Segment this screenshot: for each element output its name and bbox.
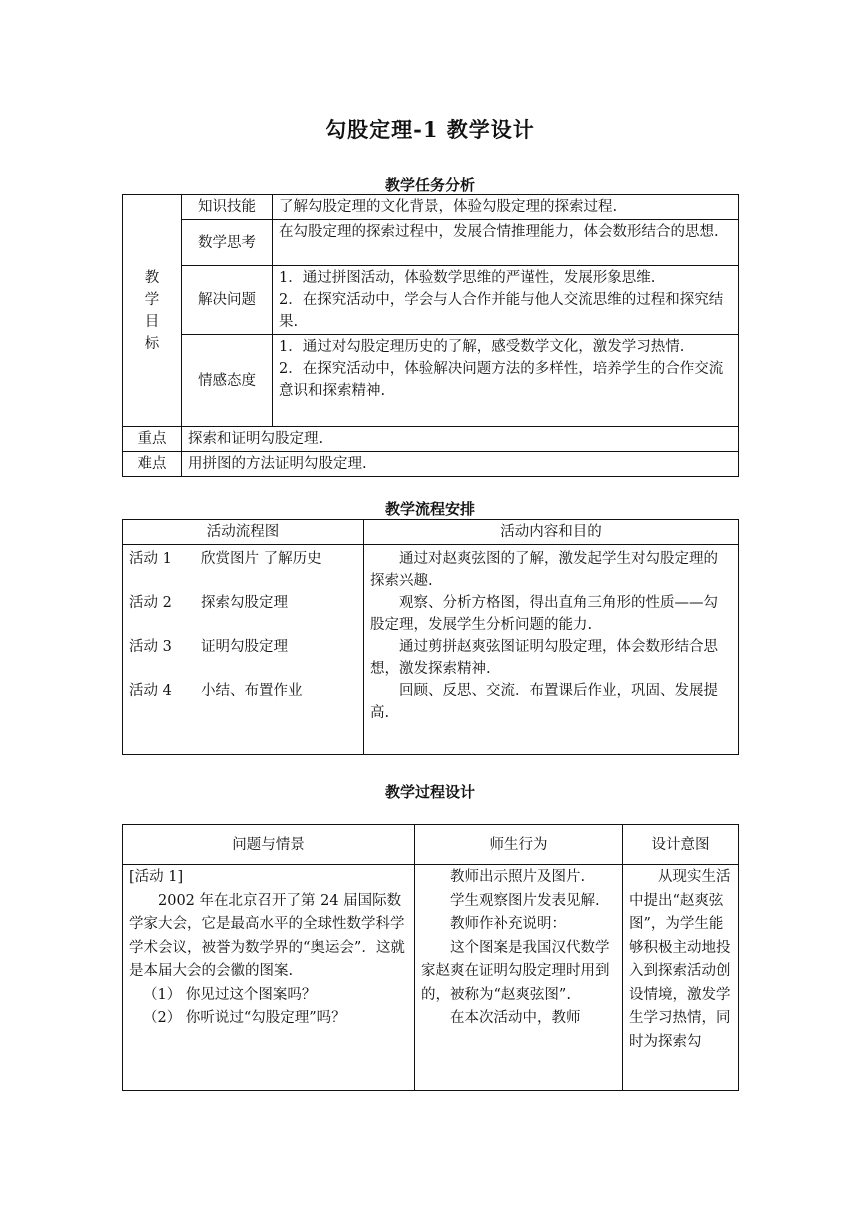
- row-content: 在勾股定理的探索过程中，发展合情推理能力，体会数形结合的思想.: [273, 220, 739, 266]
- activity-name: 证明勾股定理: [201, 639, 288, 655]
- section-heading-flow: 教学流程安排: [384, 500, 475, 518]
- process-col-header: 设计意图: [623, 825, 739, 865]
- row-content: [273, 266, 739, 335]
- goal-char: 教: [144, 269, 160, 286]
- row-label: 情感态度: [182, 335, 273, 427]
- row-content: [273, 335, 739, 427]
- activity-description: 观察、分析方格图，得出直角三角形的性质——勾股定理，发展学生分析问题的能力.: [370, 595, 718, 633]
- process-col-header: 问题与情景: [123, 825, 415, 865]
- goal-label: [123, 195, 182, 427]
- action-paragraph: 这个图案是我国汉代数学家赵爽在证明勾股定理时用到的，被称为“赵爽弦图”.: [421, 939, 610, 1003]
- process-col-header: 师生行为: [415, 825, 623, 865]
- content-line: 1．通过对勾股定理历史的了解，感受数学文化，激发学习热情.: [279, 339, 685, 355]
- action-paragraph: 在本次活动中，教师: [450, 1010, 581, 1026]
- process-table: [122, 824, 739, 1091]
- flow-descriptions: [364, 545, 739, 755]
- section-heading-task-analysis: 教学任务分析: [384, 176, 475, 194]
- row-content: 了解勾股定理的文化背景，体验勾股定理的探索过程.: [273, 195, 739, 220]
- activity-description: 通过对赵爽弦图的了解，激发起学生对勾股定理的探索兴趣.: [370, 551, 718, 589]
- activity-description: 回顾、反思、交流．布置课后作业，巩固、发展提高.: [370, 683, 718, 721]
- goal-char: 学: [144, 291, 160, 308]
- action-paragraph: 教师出示照片及图片.: [450, 869, 586, 885]
- section-heading-process: 教学过程设计: [384, 783, 475, 801]
- activity-item: [129, 636, 357, 658]
- problem-scenario: [123, 865, 415, 1091]
- content-line: 1．通过拼图活动，体验数学思维的严谨性，发展形象思维.: [279, 270, 656, 286]
- scenario-paragraph: 2002 年在北京召开了第 24 届国际数学家大会，它是最高水平的全球性数学科学学术会议，被誉为数学界的“奥运会”．这就是本届大会的会徽的图案.: [129, 892, 405, 979]
- question: （1） 你见过这个图案吗？: [143, 986, 317, 1003]
- activity-num: 活动 2: [129, 595, 172, 611]
- intent-paragraph: 从现实生活中提出“赵爽弦图”，为学生能够积极主动地投入到探索活动创设情境，激发学生学习热情，同时为探索勾: [629, 869, 731, 1050]
- flow-activities: [123, 545, 364, 755]
- content-line: 2．在探究活动中，体验解决问题方法的多样性，培养学生的合作交流意识和探索精神.: [279, 361, 724, 399]
- difficulty-content: 用拼图的方法证明勾股定理.: [182, 452, 739, 477]
- row-label: 数学思考: [182, 220, 273, 266]
- design-intent: [623, 865, 739, 1091]
- key-content: 探索和证明勾股定理.: [182, 427, 739, 452]
- difficulty-label: 难点: [123, 452, 182, 477]
- content-line: 2．在探究活动中，学会与人合作并能与他人交流思维的过程和探究结果.: [279, 292, 724, 330]
- activity-tag: [活动 1]: [129, 869, 184, 885]
- activity-num: 活动 1: [129, 551, 172, 567]
- action-paragraph: 教师作补充说明：: [450, 916, 566, 932]
- row-label: 解决问题: [182, 266, 273, 335]
- goal-char: 目: [144, 313, 160, 330]
- activity-num: 活动 4: [129, 683, 172, 699]
- question: （2） 你听说过“勾股定理”吗？: [143, 1010, 346, 1026]
- activity-item: [129, 592, 357, 614]
- teacher-student-actions: [415, 865, 623, 1091]
- activity-num: 活动 3: [129, 639, 172, 655]
- action-paragraph: 学生观察图片发表见解.: [450, 892, 600, 909]
- goal-char: 标: [144, 335, 160, 352]
- flow-col-header: 活动流程图: [123, 520, 364, 545]
- activity-name: 探索勾股定理: [201, 595, 288, 611]
- activity-description: 通过剪拼赵爽弦图证明勾股定理，体会数形结合思想，激发探索精神.: [370, 639, 718, 677]
- activity-name: 欣赏图片 了解历史: [201, 551, 322, 567]
- row-label: 知识技能: [182, 195, 273, 220]
- activity-item: [129, 548, 357, 570]
- activity-name: 小结、布置作业: [201, 683, 303, 699]
- key-label: 重点: [123, 427, 182, 452]
- flow-col-header: 活动内容和目的: [364, 520, 739, 545]
- flow-table: [122, 519, 739, 755]
- activity-item: [129, 680, 357, 702]
- document-title: 勾股定理-1 教学设计: [325, 117, 535, 142]
- task-analysis-table: [122, 194, 739, 477]
